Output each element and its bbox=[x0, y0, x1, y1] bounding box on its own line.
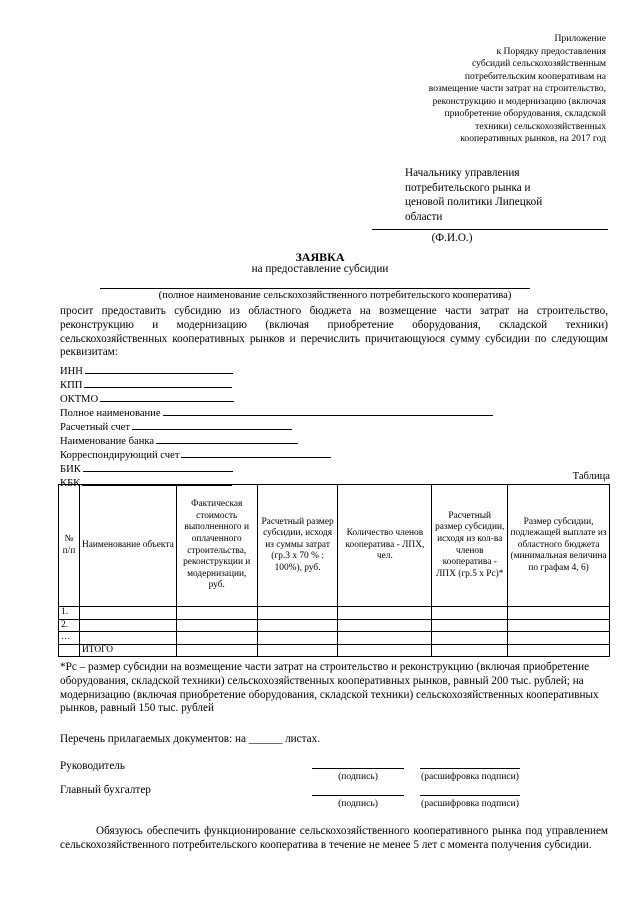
requisite-label: КПП bbox=[60, 380, 83, 391]
table-cell bbox=[59, 644, 80, 657]
requisite-corr-account bbox=[60, 447, 331, 461]
table-cell[interactable] bbox=[176, 632, 257, 645]
appendix-line: потребительским кооперативам на bbox=[464, 70, 606, 82]
requisite-oktmo bbox=[60, 391, 234, 405]
requisite-label: КБК bbox=[60, 478, 81, 489]
table-cell[interactable] bbox=[338, 632, 432, 645]
appendix-line: приобретение оборудования, складской bbox=[444, 108, 606, 119]
table-cell[interactable] bbox=[508, 632, 610, 645]
appendix-block bbox=[380, 33, 606, 146]
appendix-line: возмещение части затрат на строительство, bbox=[428, 83, 606, 94]
inn-field[interactable] bbox=[85, 363, 233, 374]
table-cell[interactable] bbox=[338, 644, 432, 657]
requisite-full-name bbox=[60, 405, 493, 419]
col-header: Расчетный размер субсидии, исходя из кол-ва членов кооператива - ЛПХ (гр.5 х Рс)* bbox=[432, 485, 508, 607]
col-header: Размер субсидии, подлежащей выплате из областного бюджета (минимальная величина по графам 4, 6) bbox=[508, 485, 610, 607]
accountant-label: Главный бухгалтер bbox=[60, 784, 151, 796]
bik-field[interactable] bbox=[83, 461, 233, 472]
documents-line: Перечень прилагаемых документов: на ______ листах. bbox=[60, 733, 321, 745]
appendix-line: субсидий сельскохозяйственным bbox=[472, 58, 606, 69]
appendix-line: техники) сельскохозяйственных bbox=[475, 120, 606, 132]
table-cell[interactable] bbox=[432, 632, 508, 645]
account-field[interactable] bbox=[132, 419, 292, 430]
table-cell[interactable] bbox=[176, 607, 257, 620]
table-cell[interactable] bbox=[338, 607, 432, 620]
table-cell[interactable] bbox=[176, 644, 257, 657]
kpp-field[interactable] bbox=[84, 377, 232, 388]
table-cell[interactable] bbox=[508, 607, 610, 620]
addressee-block bbox=[405, 166, 610, 224]
table-cell[interactable] bbox=[508, 619, 610, 632]
table-cell[interactable] bbox=[257, 619, 338, 632]
table-header-row bbox=[59, 485, 610, 607]
table-cell[interactable] bbox=[79, 607, 176, 620]
table-row bbox=[59, 607, 610, 620]
request-paragraph: просит предоставить субсидию из областного бюджета на возмещение части затрат на строительство, реконструкцию и модернизацию (включая приобретение оборудования, складской техники) сельскохозяйственных кооперативных рынков и перечислить причитающуюся сумму субсидии по следующим реквизитам: bbox=[60, 305, 608, 359]
requisite-label: Корреспондирующий счет bbox=[60, 450, 180, 461]
requisite-inn bbox=[60, 363, 233, 377]
requisite-label: ИНН bbox=[60, 366, 83, 377]
requisite-account bbox=[60, 419, 292, 433]
head-label: Руководитель bbox=[60, 760, 125, 772]
fio-caption: (Ф.И.О.) bbox=[431, 232, 473, 244]
requisite-label: БИК bbox=[60, 464, 81, 475]
col-header: Наименование объекта bbox=[79, 485, 176, 607]
requisite-label: ОКТМО bbox=[60, 394, 99, 405]
addressee-line: области bbox=[405, 210, 443, 223]
head-sign-caption: (подпись) bbox=[338, 771, 378, 782]
row-number: … bbox=[59, 632, 80, 645]
footnote: *Рс – размер субсидии на возмещение части затрат на строительство и реконструкцию (включая приобретение оборудования, складской техники) сельскохозяйственных кооперативных рынков, равный 200 тыс. рублей; на модернизацию (включая приобретение оборудования, складской техники) сельскохозяйственных кооперативных рынков, равный 150 тыс. рублей bbox=[60, 661, 599, 715]
table-cell[interactable] bbox=[508, 644, 610, 657]
full-name-field[interactable] bbox=[163, 405, 493, 416]
row-number: 1. bbox=[59, 607, 80, 620]
table-total-row bbox=[59, 644, 610, 657]
accountant-decode-caption: (расшифровка подписи) bbox=[421, 798, 519, 809]
fio-line[interactable] bbox=[372, 229, 608, 230]
appendix-line: Приложение bbox=[554, 33, 606, 44]
appendix-line: кооперативных рынков, на 2017 год bbox=[460, 133, 606, 144]
table-cell[interactable] bbox=[432, 619, 508, 632]
page-subtitle: на предоставление субсидии bbox=[251, 263, 389, 275]
col-header: Расчетный размер субсидии, исходя из суммы затрат (гр.3 х 70 % : 100%), руб. bbox=[257, 485, 338, 607]
appendix-line: к Порядку предоставления bbox=[496, 45, 606, 57]
subsidy-table bbox=[58, 484, 610, 657]
accountant-decode-line[interactable] bbox=[420, 795, 520, 796]
requisite-kpp bbox=[60, 377, 232, 391]
table-cell[interactable] bbox=[176, 619, 257, 632]
table-row bbox=[59, 632, 610, 645]
requisite-bik bbox=[60, 461, 233, 475]
addressee-line: потребительского рынка и bbox=[405, 181, 531, 194]
head-decode-line[interactable] bbox=[420, 768, 520, 769]
requisite-bank bbox=[60, 433, 298, 447]
corr-account-field[interactable] bbox=[181, 447, 331, 458]
col-header: Фактическая стоимость выполненного и оплаченного строительства, реконструкции и модернизации, руб. bbox=[176, 485, 257, 607]
row-number: 2. bbox=[59, 619, 80, 632]
page-title: ЗАЯВКА bbox=[295, 250, 345, 264]
table-cell[interactable] bbox=[432, 644, 508, 657]
col-header: № п/п bbox=[59, 485, 80, 607]
col-header: Количество членов кооператива - ЛПХ, чел. bbox=[338, 485, 432, 607]
commitment-paragraph: Обязуюсь обеспечить функционирование сельскохозяйственного кооперативного рынка под управлением сельскохозяйственного потребительского кооператива в течение не менее 5 лет с момента получения субсидии. bbox=[60, 825, 608, 851]
head-signature-line[interactable] bbox=[312, 768, 404, 769]
table-cell[interactable] bbox=[257, 607, 338, 620]
appendix-line: реконструкцию и модернизацию (включая bbox=[432, 95, 606, 107]
requisite-label: Расчетный счет bbox=[60, 422, 130, 433]
requisite-label: Полное наименование bbox=[60, 408, 161, 419]
table-cell[interactable] bbox=[257, 644, 338, 657]
table-caption: Таблица bbox=[572, 471, 610, 482]
bank-field[interactable] bbox=[156, 433, 298, 444]
table-cell[interactable] bbox=[79, 619, 176, 632]
addressee-line: Начальнику управления bbox=[405, 167, 520, 179]
org-name-caption: (полное наименование сельскохозяйственного потребительского кооператива) bbox=[158, 290, 512, 301]
table-row bbox=[59, 619, 610, 632]
requisite-label: Наименование банка bbox=[60, 436, 155, 447]
table-cell[interactable] bbox=[257, 632, 338, 645]
head-decode-caption: (расшифровка подписи) bbox=[421, 771, 519, 782]
table-cell[interactable] bbox=[432, 607, 508, 620]
table-cell[interactable] bbox=[338, 619, 432, 632]
total-label: ИТОГО bbox=[79, 644, 176, 657]
table-cell[interactable] bbox=[79, 632, 176, 645]
oktmo-field[interactable] bbox=[100, 391, 234, 402]
org-name-line[interactable] bbox=[100, 288, 530, 289]
addressee-line: ценовой политики Липецкой bbox=[405, 196, 543, 209]
accountant-signature-line[interactable] bbox=[312, 795, 404, 796]
accountant-sign-caption: (подпись) bbox=[338, 798, 378, 809]
